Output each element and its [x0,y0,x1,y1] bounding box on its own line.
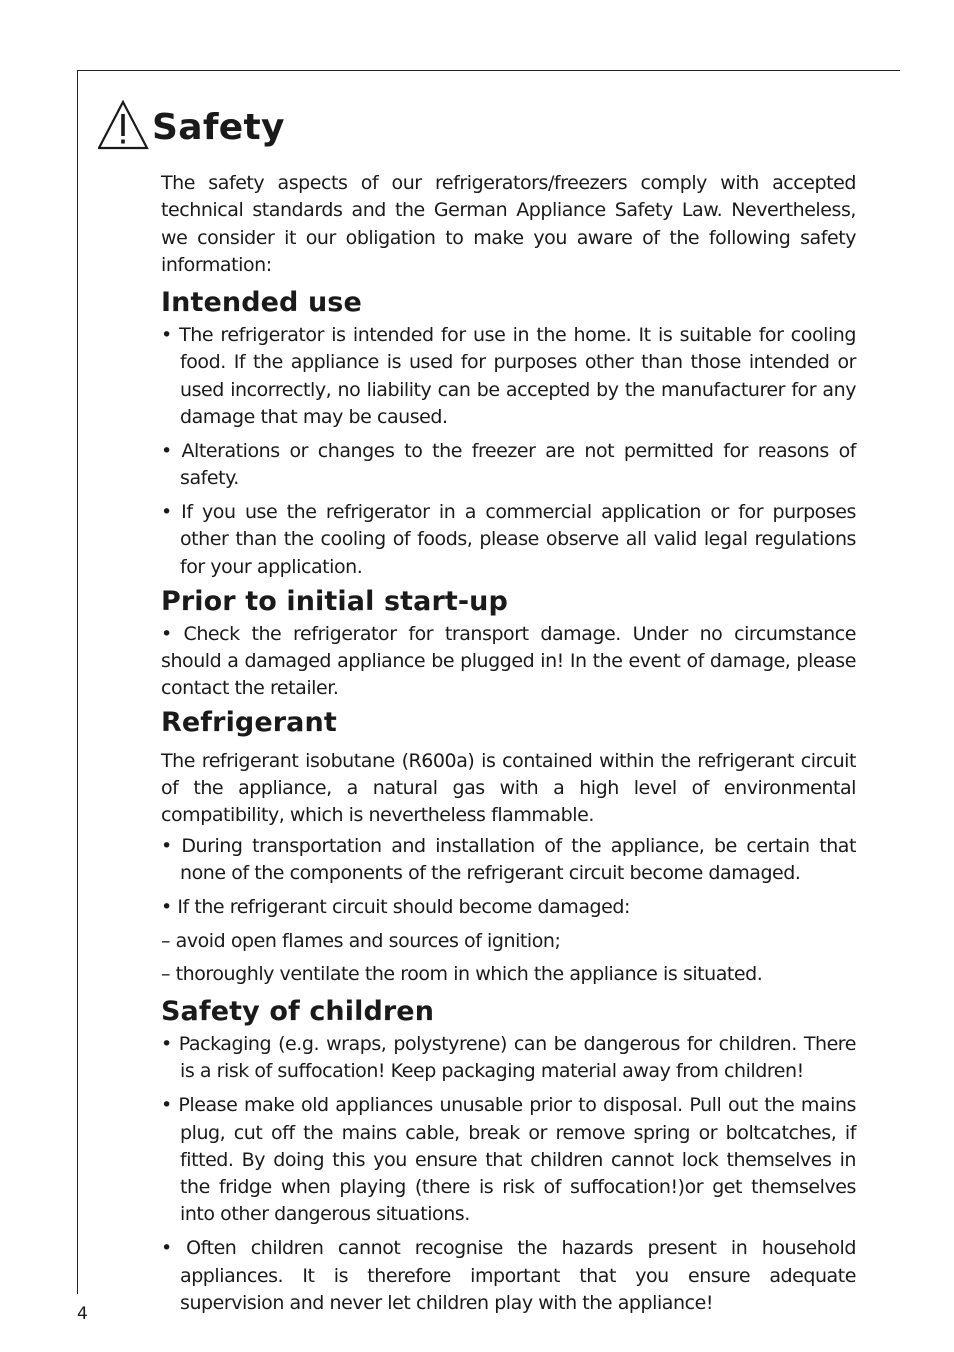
intro-paragraph: The safety aspects of our refrigerators/freezers comply with accepted technical standards and the German Appliance Safety Law. Nevertheless, we consider it our obligation to make you aware of the following safety information: [161,172,856,276]
page-title: Safety [152,107,285,148]
heading-intended-use: Intended use [161,287,362,319]
dash-item: – avoid open flames and sources of ignition; [161,929,561,952]
list-item: • Packaging (e.g. wraps, polystyrene) can be dangerous for children. There is a risk of suffocation! Keep packaging material away from children! [161,1033,856,1083]
list-item: • Often children cannot recognise the hazards present in household appliances. It is therefore important that you ensure adequate supervision and never let children play with the appliance! [161,1237,856,1314]
list-item: • Alterations or changes to the freezer are not permitted for reasons of safety. [161,439,856,490]
heading-refrigerant: Refrigerant [161,706,337,738]
list-item: • If the refrigerant circuit should become damaged: [161,895,630,918]
left-rule [77,70,78,1294]
list-item: • The refrigerator is intended for use in the home. It is suitable for cooling food. If the appliance is used for purposes other than those intended or used incorrectly, no liability can be accepted by the manufacturer for any damage that may be caused. [161,324,856,429]
refrigerant-paragraph: The refrigerant isobutane (R600a) is contained within the refrigerant circuit of the appliance, a natural gas with a high level of environmental compatibility, which is nevertheless flammable. [161,749,856,827]
heading-safety-of-children: Safety of children [161,996,435,1028]
top-rule [77,70,900,71]
dash-item: – thoroughly ventilate the room in which the appliance is situated. [161,963,763,986]
warning-triangle-icon [98,100,150,152]
prior-startup-paragraph: • Check the refrigerator for transport damage. Under no circumstance should a damaged appliance be plugged in! In the event of damage, please contact the retailer. [161,622,856,700]
list-item: • During transportation and installation of the appliance, be certain that none of the components of the refrigerant circuit become damaged. [161,834,856,884]
list-item: • If you use the refrigerator in a commercial application or for purposes other than the cooling of foods, please observe all valid legal regulations for your application. [161,500,856,578]
page-number: 4 [77,1304,88,1324]
list-item: • Please make old appliances unusable prior to disposal. Pull out the mains plug, cut off the mains cable, break or remove spring or boltcatches, if fitted. By doing this you ensure that children cannot lock themselves in the fridge when playing (there is risk of suffocation!)or get themselves into other dangerous situations. [161,1094,856,1226]
main-content [161,170,856,1324]
heading-prior-startup: Prior to initial start-up [161,585,508,617]
